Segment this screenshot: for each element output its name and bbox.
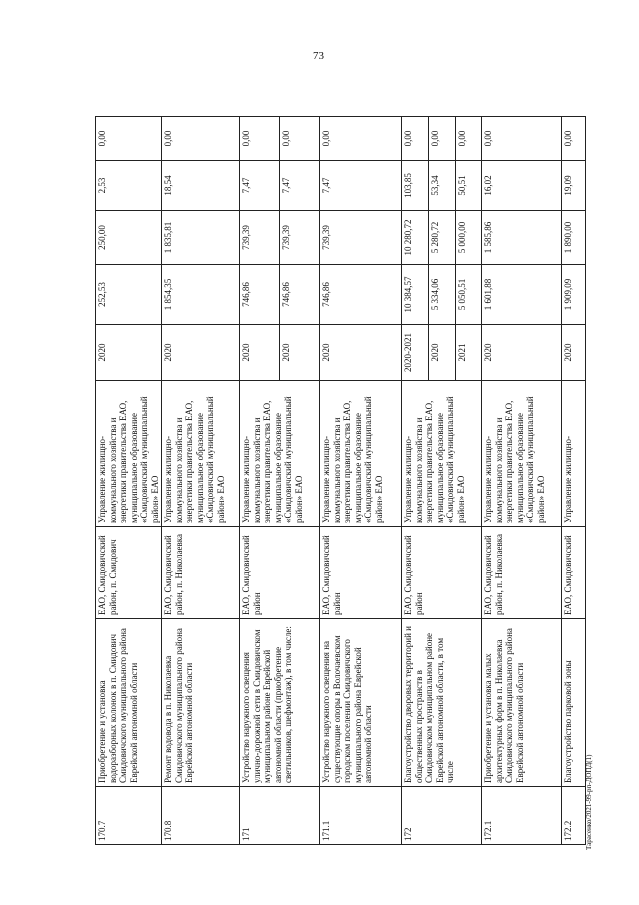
regional-value: 103,85 <box>402 161 429 211</box>
row-number: 172.2 <box>562 787 586 845</box>
executor: Управление жилищно-коммунального хозяйства и энергетики правительства ЕАО, муниципальное образование «Смидовичский муниципальный район» ЕАО <box>320 381 402 527</box>
year: 2020 <box>320 325 402 381</box>
executor: Управление жилищно-коммунального хозяйства и энергетики правительства ЕАО, муниципальное образование «Смидовичский муниципальный район» ЕАО <box>482 381 562 527</box>
local-value: 0,00 <box>162 117 240 161</box>
location: ЕАО, Смидовичский район <box>240 527 320 619</box>
rotated-table <box>95 117 573 845</box>
location: ЕАО, Смидовичский район, п. Николаевка <box>162 527 240 619</box>
location: ЕАО, Смидовичский район <box>320 527 402 619</box>
regional-value: 7,47 <box>280 161 320 211</box>
regional-value: 18,54 <box>162 161 240 211</box>
regional-value: 53,34 <box>429 161 456 211</box>
local-value: 0,00 <box>402 117 429 161</box>
measure-name: Приобретение и установка водоразборных колонок в п. Смидович Смидовичского муниципального района Еврейской автономной области <box>96 619 162 787</box>
total-value: 5 050,51 <box>456 265 482 325</box>
regional-value: 19,09 <box>562 161 586 211</box>
local-value: 0,00 <box>240 117 280 161</box>
total-value: 1 854,35 <box>162 265 240 325</box>
table-row <box>162 117 240 845</box>
table-row <box>240 117 280 845</box>
program-table <box>95 116 586 845</box>
federal-value: 1 890,00 <box>562 211 586 265</box>
local-value: 0,00 <box>429 117 456 161</box>
year: 2020 <box>482 325 562 381</box>
measure-name: Благоустройство парковой зоны <box>562 619 586 787</box>
measure-name: Благоустройство дворовых территорий и общественных пространств в Смидовичском муниципальном районе Еврейской автономной области, в том числе <box>402 619 482 787</box>
total-value: 10 384,57 <box>402 265 429 325</box>
federal-value: 5 000,00 <box>456 211 482 265</box>
row-number: 172.1 <box>482 787 562 845</box>
federal-value: 739,39 <box>320 211 402 265</box>
location: ЕАО, Смидовичский район, п. Смидович <box>96 527 162 619</box>
location: ЕАО, Смидовичский <box>562 527 586 619</box>
year: 2020 <box>280 325 320 381</box>
executor: Управление жилищно-коммунального хозяйства и энергетики правительства ЕАО, муниципальное образование «Смидовичский муниципальный район» ЕАО <box>96 381 162 527</box>
table-row <box>402 117 429 845</box>
document-footer: Тарасенко/2021-99-рп-ДОПД(1) <box>585 754 593 850</box>
table-row <box>320 117 402 845</box>
executor: Управление жилищно- <box>562 381 586 527</box>
year: 2020 <box>96 325 162 381</box>
total-value: 746,86 <box>320 265 402 325</box>
row-number: 171.1 <box>320 787 402 845</box>
location: ЕАО, Смидовичский район, п. Николаевка <box>482 527 562 619</box>
federal-value: 1 835,81 <box>162 211 240 265</box>
table-row <box>482 117 562 845</box>
year: 2020 <box>162 325 240 381</box>
table-row <box>562 117 586 845</box>
measure-name: Приобретение и установка малых архитектурных форм в п. Николаевка Смидовичского муниципального района Еврейской автономной области <box>482 619 562 787</box>
total-value: 746,86 <box>240 265 280 325</box>
regional-value: 7,47 <box>240 161 280 211</box>
year: 2020-2021 <box>402 325 429 381</box>
year: 2021 <box>456 325 482 381</box>
regional-value: 50,51 <box>456 161 482 211</box>
row-number: 171 <box>240 787 320 845</box>
executor: Управление жилищно-коммунального хозяйства и энергетики правительства ЕАО, муниципальное образование «Смидовичский муниципальный район» ЕАО <box>240 381 320 527</box>
year: 2020 <box>562 325 586 381</box>
total-value: 1 601,88 <box>482 265 562 325</box>
regional-value: 16,02 <box>482 161 562 211</box>
measure-name: Устройство наружного освещения улично-дорожной сети в Смидовичском муниципальном районе Еврейской автономной области (приобретение светильников, шефмонтаж), в том числе: <box>240 619 320 787</box>
page-number: 73 <box>313 50 324 62</box>
total-value: 1 909,09 <box>562 265 586 325</box>
rotated-table-container <box>95 117 573 845</box>
executor: Управление жилищно-коммунального хозяйства и энергетики правительства ЕАО, муниципальное образование «Смидовичский муниципальный район» ЕАО <box>402 381 482 527</box>
year: 2020 <box>429 325 456 381</box>
regional-value: 7,47 <box>320 161 402 211</box>
row-number: 172 <box>402 787 482 845</box>
local-value: 0,00 <box>482 117 562 161</box>
federal-value: 739,39 <box>280 211 320 265</box>
row-number: 170.7 <box>96 787 162 845</box>
local-value: 0,00 <box>562 117 586 161</box>
federal-value: 739,39 <box>240 211 280 265</box>
total-value: 252,53 <box>96 265 162 325</box>
executor: Управление жилищно-коммунального хозяйства и энергетики правительства ЕАО, муниципальное образование «Смидовичский муниципальный район» ЕАО <box>162 381 240 527</box>
federal-value: 250,00 <box>96 211 162 265</box>
regional-value: 2,53 <box>96 161 162 211</box>
local-value: 0,00 <box>96 117 162 161</box>
federal-value: 1 585,86 <box>482 211 562 265</box>
measure-name: Устройство наружного освещения на существующие опоры в Волочаевском городском поселении Смидовичского муниципального района Еврейской автономной области <box>320 619 402 787</box>
total-value: 746,86 <box>280 265 320 325</box>
year: 2020 <box>240 325 280 381</box>
row-number: 170.8 <box>162 787 240 845</box>
local-value: 0,00 <box>456 117 482 161</box>
table-row <box>96 117 162 845</box>
total-value: 5 334,06 <box>429 265 456 325</box>
federal-value: 10 280,72 <box>402 211 429 265</box>
local-value: 0,00 <box>320 117 402 161</box>
federal-value: 5 280,72 <box>429 211 456 265</box>
local-value: 0,00 <box>280 117 320 161</box>
location: ЕАО, Смидовичский район <box>402 527 482 619</box>
measure-name: Ремонт водовода в п. Николаевка Смидовичского муниципального района Еврейской автономной области <box>162 619 240 787</box>
